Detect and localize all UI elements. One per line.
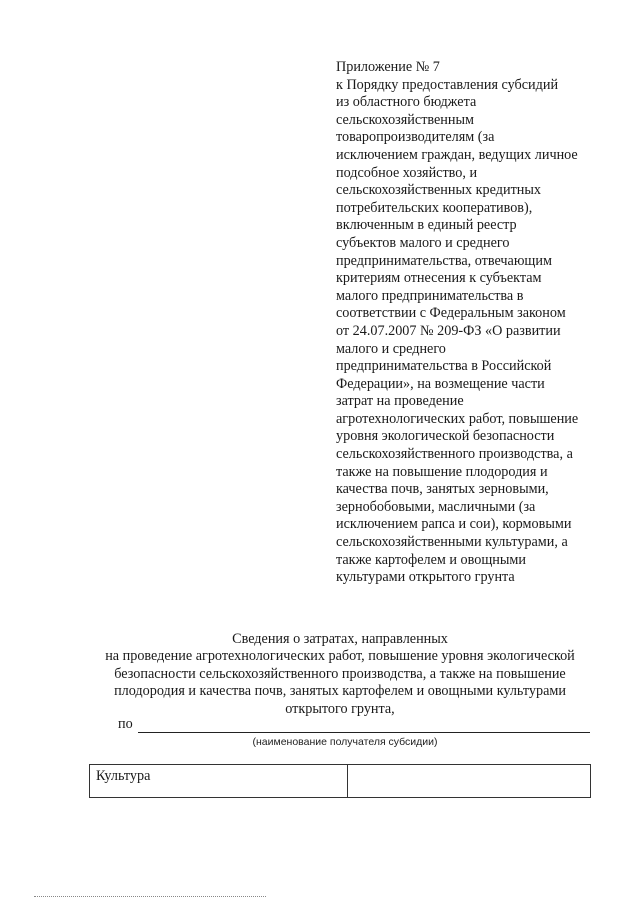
appendix-line: затрат на проведение bbox=[336, 393, 464, 410]
heading-line: открытого грунта, bbox=[285, 700, 395, 717]
costs-table bbox=[89, 764, 591, 798]
appendix-line: исключением граждан, ведущих личное bbox=[336, 146, 578, 163]
appendix-line: качества почв, занятых зерновыми, bbox=[336, 481, 549, 498]
appendix-line: к Порядку предоставления субсидий bbox=[336, 76, 559, 93]
appendix-line: подсобное хозяйство, и bbox=[336, 164, 478, 181]
appendix-line: Федерации», на возмещение части bbox=[336, 375, 545, 392]
appendix-line: культурами открытого грунта bbox=[336, 569, 515, 586]
appendix-line: также картофелем и овощными bbox=[336, 551, 526, 568]
appendix-line: Приложение № 7 bbox=[336, 59, 440, 75]
appendix-line: также на повышение плодородия и bbox=[336, 463, 548, 480]
recipient-prefix: по bbox=[118, 716, 133, 732]
table-header-culture: Культура bbox=[90, 765, 348, 797]
appendix-line: предпринимательства, отвечающим bbox=[336, 252, 552, 269]
appendix-line: соответствии с Федеральным законом bbox=[336, 305, 566, 322]
appendix-line: предпринимательства в Российской bbox=[336, 358, 552, 375]
appendix-line: сельскохозяйственным bbox=[336, 111, 475, 128]
appendix-note bbox=[336, 59, 626, 587]
heading-line: Сведения о затратах, направленных bbox=[232, 631, 448, 647]
heading-line: на проведение агротехнологических работ, повышение уровня экологической bbox=[105, 648, 575, 665]
appendix-line: товаропроизводителям (за bbox=[336, 129, 495, 146]
heading-line: плодородия и качества почв, занятых картофелем и овощными культурами bbox=[114, 683, 566, 700]
appendix-line: от 24.07.2007 № 209-ФЗ «О развитии bbox=[336, 322, 561, 339]
appendix-line: включенным в единый реестр bbox=[336, 217, 517, 234]
appendix-line: агротехнологических работ, повышение bbox=[336, 410, 579, 427]
appendix-line: исключением рапса и сои), кормовыми bbox=[336, 516, 572, 533]
appendix-line: потребительских кооперативов), bbox=[336, 199, 533, 216]
recipient-caption: (наименование получателя субсидии) bbox=[252, 736, 438, 748]
recipient-field bbox=[118, 716, 578, 736]
appendix-line: сельскохозяйственными культурами, а bbox=[336, 534, 568, 551]
document-heading bbox=[60, 631, 620, 718]
appendix-line: из областного бюджета bbox=[336, 94, 477, 111]
appendix-line: уровня экологической безопасности bbox=[336, 428, 555, 445]
recipient-blank-line bbox=[138, 732, 590, 733]
appendix-line: малого предпринимательства в bbox=[336, 287, 524, 304]
table-header-empty bbox=[348, 765, 590, 797]
appendix-line: критериям отнесения к субъектам bbox=[336, 270, 542, 287]
appendix-line: сельскохозяйственных кредитных bbox=[336, 182, 541, 199]
appendix-line: зернобобовыми, масличными (за bbox=[336, 498, 536, 515]
appendix-line: малого и среднего bbox=[336, 340, 446, 357]
heading-line: безопасности сельскохозяйственного производства, а также на повышение bbox=[114, 665, 566, 682]
appendix-line: субъектов малого и среднего bbox=[336, 234, 510, 251]
appendix-line: сельскохозяйственного производства, а bbox=[336, 446, 573, 463]
footnote-divider bbox=[34, 896, 266, 897]
